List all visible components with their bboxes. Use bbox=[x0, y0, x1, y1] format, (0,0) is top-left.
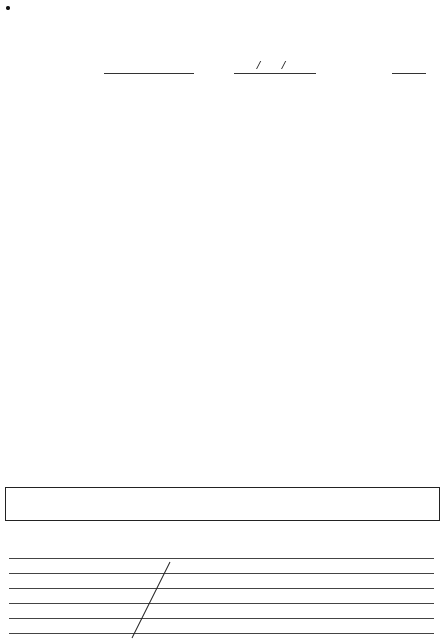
pagina-line bbox=[392, 73, 426, 74]
obs-line-4[interactable] bbox=[9, 603, 434, 604]
conglomerado-line bbox=[104, 73, 194, 74]
ifn-logo bbox=[6, 0, 12, 16]
logo-dot-icon bbox=[6, 6, 10, 10]
legend bbox=[5, 487, 440, 521]
data-sep-1: / bbox=[256, 60, 263, 71]
data-sep-2: / bbox=[281, 60, 288, 71]
obs-line-1[interactable] bbox=[9, 558, 434, 559]
obs-line-2[interactable] bbox=[9, 573, 434, 574]
obs-line-5[interactable] bbox=[9, 618, 434, 619]
data-line bbox=[234, 73, 316, 74]
obs-line-3[interactable] bbox=[9, 588, 434, 589]
observacoes-strikethrough-mark bbox=[128, 560, 174, 640]
obs-line-6[interactable] bbox=[9, 633, 434, 634]
